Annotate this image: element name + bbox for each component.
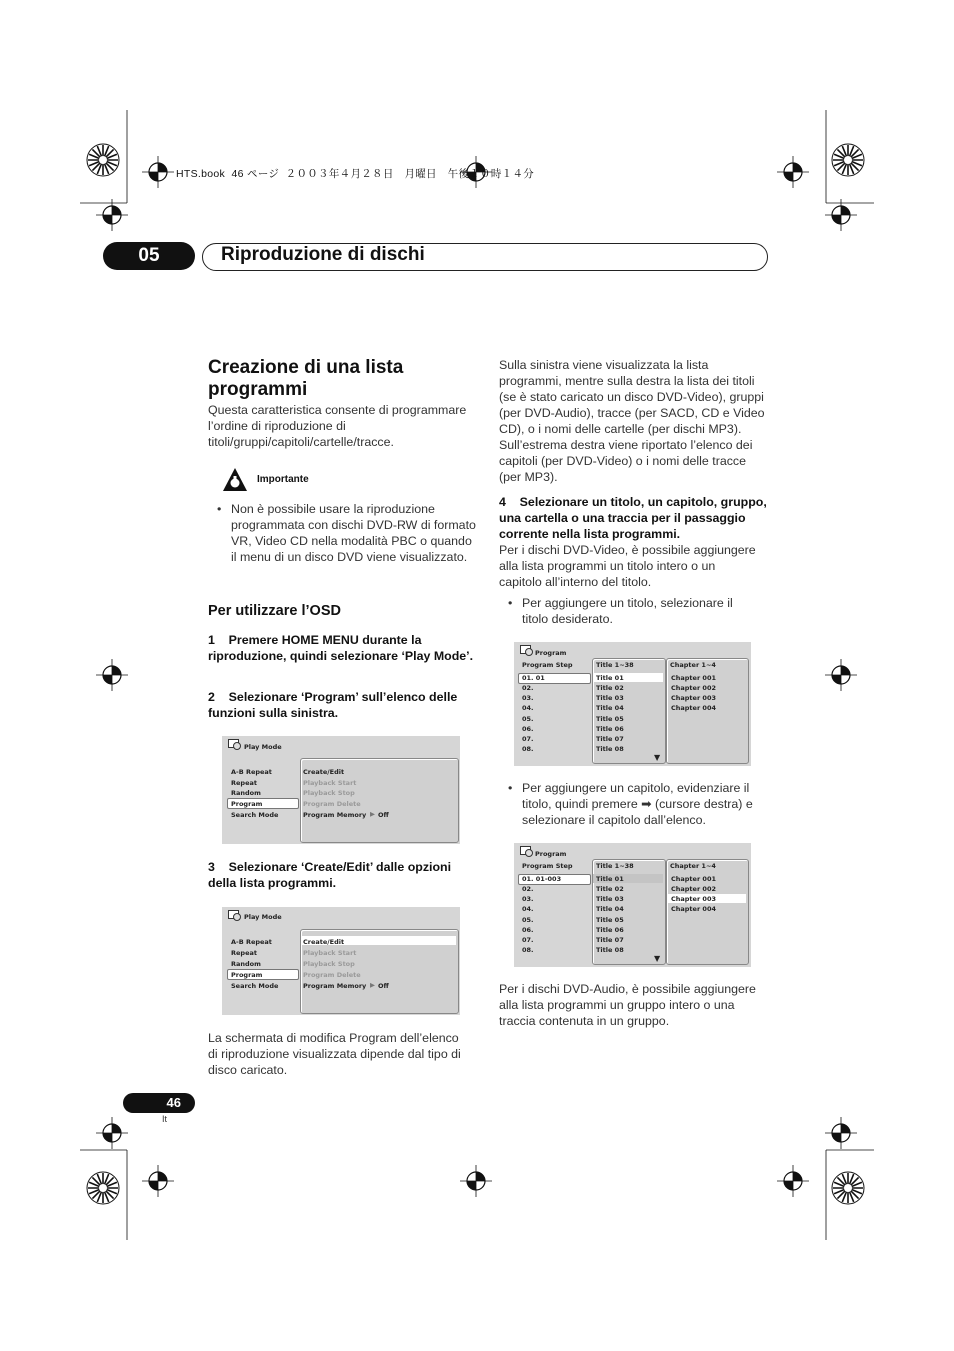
- step-5[interactable]: 05.: [522, 715, 534, 723]
- opt-playback-stop[interactable]: Playback Stop: [303, 789, 355, 797]
- step-6[interactable]: 06.: [522, 926, 534, 934]
- chapter-title: Riproduzione di dischi: [221, 244, 425, 265]
- disc-icon: [228, 739, 242, 750]
- chapter-002[interactable]: Chapter 002: [671, 885, 716, 893]
- opt-playback-start[interactable]: Playback Start: [303, 949, 357, 957]
- step-8[interactable]: 08.: [522, 946, 534, 954]
- program-step-label: Program Step: [522, 862, 573, 870]
- title-02[interactable]: Title 02: [596, 684, 624, 692]
- step-6[interactable]: 06.: [522, 725, 534, 733]
- menu-ab-repeat[interactable]: A-B Repeat: [231, 938, 272, 946]
- step-2: 2 Selezionare ‘Program’ sull’elenco delle funzioni sulla sinistra.: [208, 690, 461, 720]
- left-closing-text: La schermata di modifica Program dell’elenco di riproduzione visualizzata dipende dal tipo di disco caricato.: [208, 1031, 461, 1077]
- playmode-screen-2: [222, 907, 460, 1015]
- bullet-add-chapter: • Per aggiungere un capitolo, evidenziare il titolo, quindi premere ➡ (cursore destra) e selezionare il capitolo dall’elenco.: [522, 780, 768, 828]
- step-4: 4 Selezionare un titolo, un capitolo, gruppo, una cartella o una traccia per il passaggio corrente nella lista programmi.: [499, 495, 771, 541]
- opt-playback-stop[interactable]: Playback Stop: [303, 960, 355, 968]
- title-01[interactable]: Title 01: [596, 674, 624, 682]
- title-04[interactable]: Title 04: [596, 905, 624, 913]
- opt-playback-start[interactable]: Playback Start: [303, 779, 357, 787]
- titles-header: Title 1~38: [596, 862, 634, 870]
- step-1[interactable]: 01. 01-003: [522, 875, 562, 883]
- step-7[interactable]: 07.: [522, 936, 534, 944]
- title-06[interactable]: Title 06: [596, 926, 624, 934]
- menu-program[interactable]: Program: [231, 800, 263, 808]
- titles-header: Title 1~38: [596, 661, 634, 669]
- chapters-header: Chapter 1~4: [670, 862, 716, 870]
- program-step-label: Program Step: [522, 661, 573, 669]
- title-05[interactable]: Title 05: [596, 715, 624, 723]
- right-para-1: Sulla sinistra viene visualizzata la lista programmi, mentre sulla destra la lista dei titoli (se è stato caricato un disco DVD-Video), gruppi (per DVD-Audio), tracce (per SACD, CD e Video CD), o i nomi delle cartelle (per dischi MP3). Sull’estrema destra viene riportato l’elenco dei capitoli (per DVD-Video) o i nomi delle tracce (per MP3).: [499, 358, 765, 484]
- chapter-004[interactable]: Chapter 004: [671, 704, 716, 712]
- chapter-002[interactable]: Chapter 002: [671, 684, 716, 692]
- step-2[interactable]: 02.: [522, 885, 534, 893]
- opt-program-memory[interactable]: Program Memory: [303, 811, 367, 819]
- chapter-number: 05: [103, 242, 195, 270]
- intro-text: Questa caratteristica consente di programmare l’ordine di riproduzione di titoli/gruppi/capitoli/cartelle/tracce.: [208, 403, 467, 449]
- disc-icon: [228, 910, 242, 921]
- osd-title: Program: [535, 649, 567, 657]
- important-bullet: • Non è possibile usare la riproduzione programmata con dischi DVD-RW di formato VR, Video CD nella modalità PBC o quando il menu di un disco DVD viene visualizzato.: [231, 501, 479, 565]
- title-07[interactable]: Title 07: [596, 936, 624, 944]
- step-3[interactable]: 03.: [522, 895, 534, 903]
- opt-create-edit[interactable]: Create/Edit: [303, 938, 345, 946]
- step-4-body: Per i dischi DVD-Video, è possibile aggiungere alla lista programmi un titolo intero o un capitolo all’interno del titolo.: [499, 543, 756, 589]
- osd-title: Program: [535, 850, 567, 858]
- step-3[interactable]: 03.: [522, 694, 534, 702]
- step-5[interactable]: 05.: [522, 916, 534, 924]
- page-number-text: 46: [166, 1095, 181, 1110]
- menu-random[interactable]: Random: [231, 789, 261, 797]
- title-01[interactable]: Title 01: [596, 875, 624, 883]
- step-4[interactable]: 04.: [522, 704, 534, 712]
- title-03[interactable]: Title 03: [596, 694, 624, 702]
- memory-value: Off: [378, 982, 389, 990]
- opt-create-edit[interactable]: Create/Edit: [303, 768, 345, 776]
- chapter-001[interactable]: Chapter 001: [671, 674, 716, 682]
- opt-program-memory[interactable]: Program Memory: [303, 982, 367, 990]
- step-8[interactable]: 08.: [522, 745, 534, 753]
- chapter-001[interactable]: Chapter 001: [671, 875, 716, 883]
- title-06[interactable]: Title 06: [596, 725, 624, 733]
- memory-value: Off: [378, 811, 389, 819]
- title-04[interactable]: Title 04: [596, 704, 624, 712]
- menu-search-mode[interactable]: Search Mode: [231, 811, 279, 819]
- disc-icon: [520, 846, 534, 857]
- warning-icon: [222, 467, 248, 493]
- chapter-004[interactable]: Chapter 004: [671, 905, 716, 913]
- menu-ab-repeat[interactable]: A-B Repeat: [231, 768, 272, 776]
- step-1: 1 Premere HOME MENU durante la riproduzione, quindi selezionare ‘Play Mode’.: [208, 633, 474, 663]
- program-screen-1: [514, 642, 751, 766]
- play-arrow-icon: ▶: [370, 810, 375, 818]
- title-03[interactable]: Title 03: [596, 895, 624, 903]
- step-3: 3 Selezionare ‘Create/Edit’ dalle opzioni della lista programmi.: [208, 860, 455, 890]
- menu-repeat[interactable]: Repeat: [231, 949, 257, 957]
- scroll-down-icon[interactable]: ▼: [654, 753, 661, 762]
- title-07[interactable]: Title 07: [596, 735, 624, 743]
- step-2[interactable]: 02.: [522, 684, 534, 692]
- title-02[interactable]: Title 02: [596, 885, 624, 893]
- scroll-down-icon[interactable]: ▼: [654, 954, 661, 963]
- section-title: Creazione di una lista programmi: [208, 357, 404, 400]
- program-screen-2: [514, 843, 751, 967]
- page-number: [123, 1093, 195, 1113]
- title-08[interactable]: Title 08: [596, 946, 624, 954]
- language-code: It: [162, 1114, 168, 1124]
- disc-icon: [520, 645, 534, 656]
- play-arrow-icon: ▶: [370, 981, 375, 989]
- opt-program-delete[interactable]: Program Delete: [303, 800, 361, 808]
- step-4[interactable]: 04.: [522, 905, 534, 913]
- opt-program-delete[interactable]: Program Delete: [303, 971, 361, 979]
- title-08[interactable]: Title 08: [596, 745, 624, 753]
- title-05[interactable]: Title 05: [596, 916, 624, 924]
- subheading-osd: Per utilizzare l’OSD: [208, 603, 341, 619]
- chapter-003[interactable]: Chapter 003: [671, 694, 716, 702]
- step-7[interactable]: 07.: [522, 735, 534, 743]
- menu-search-mode[interactable]: Search Mode: [231, 982, 279, 990]
- print-header: HTS.book 46 ページ ２００３年４月２８日 月曜日 午後１０時１４分: [176, 168, 535, 180]
- chapters-header: Chapter 1~4: [670, 661, 716, 669]
- menu-random[interactable]: Random: [231, 960, 261, 968]
- chapter-003[interactable]: Chapter 003: [671, 895, 716, 903]
- osd-title: Play Mode: [244, 913, 282, 921]
- menu-repeat[interactable]: Repeat: [231, 779, 257, 787]
- right-closing-text: Per i dischi DVD-Audio, è possibile aggiungere alla lista programmi un gruppo intero o una traccia contenuta in un gruppo.: [499, 982, 756, 1028]
- menu-program[interactable]: Program: [231, 971, 263, 979]
- step-1[interactable]: 01. 01: [522, 674, 545, 682]
- playmode-screen-1: [222, 736, 460, 844]
- osd-title: Play Mode: [244, 743, 282, 751]
- important-label: Importante: [257, 474, 309, 485]
- bullet-add-title: • Per aggiungere un titolo, selezionare il titolo desiderato.: [522, 595, 762, 627]
